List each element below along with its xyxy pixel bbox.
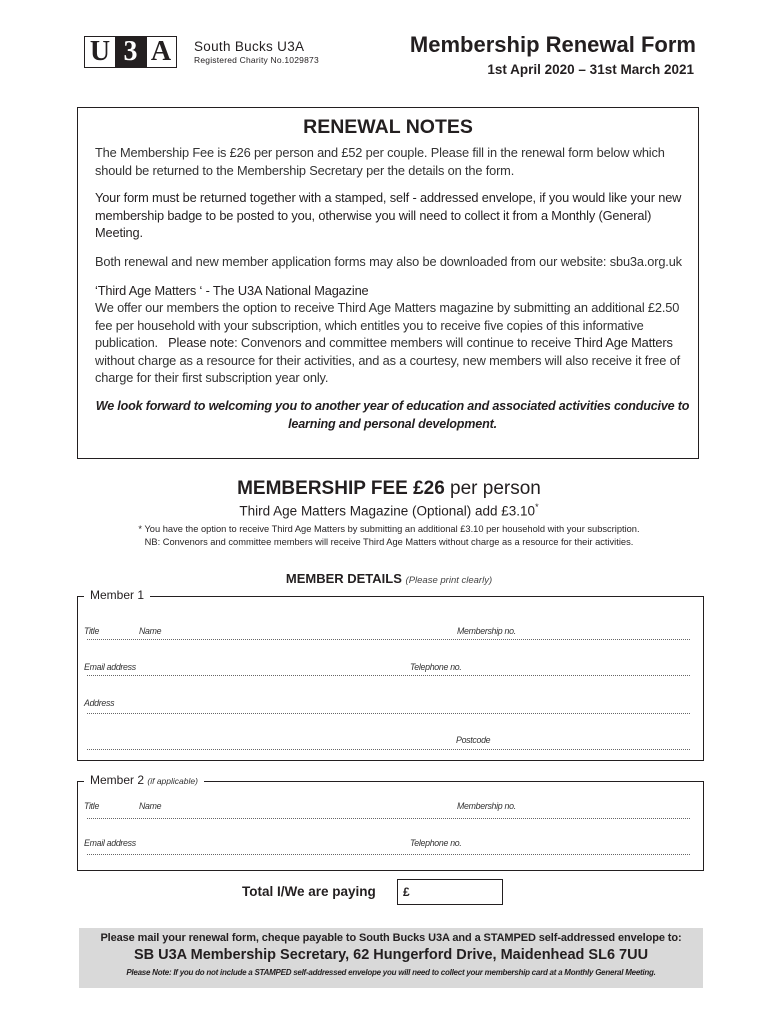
member-1-postcode-input[interactable] [87, 749, 690, 750]
member-2-legend-text: Member 2 [90, 773, 145, 787]
total-amount-input[interactable] [397, 879, 503, 905]
member-2-title-label: Title [84, 801, 100, 811]
member-1-membership-label: Membership no. [457, 626, 516, 636]
member-1-legend: Member 1 [84, 588, 150, 602]
mailing-address: SB U3A Membership Secretary, 62 Hungerford Drive, Maidenhead SL6 7UU [133, 947, 649, 963]
closing-statement: We look forward to welcoming you to another year of education and associated activities conducive to learning and personal development. [95, 399, 690, 431]
magazine-name: Third Age Matters [574, 335, 673, 350]
magazine-text-3: without charge as a resource for their activities, and as a courtesy, new members will also receive it free of charge for their first subscription year only. [95, 352, 680, 385]
mailing-instructions: Please mail your renewal form, cheque payable to South Bucks U3A and a STAMPED self-addressed envelope to: [100, 932, 682, 944]
print-clearly-note: (Please print clearly) [405, 575, 493, 586]
membership-fee-title [0, 478, 770, 500]
logo-letter-a: A [145, 36, 177, 68]
total-currency-symbol [403, 885, 410, 899]
please-note-label: Please note [168, 335, 235, 350]
fee-amount: MEMBERSHIP FEE £26 [237, 478, 445, 499]
member-2-if-applicable: (if applicable) [147, 776, 198, 786]
total-currency: £ [403, 885, 410, 899]
member-1-postcode-label: Postcode [456, 735, 491, 745]
member-details-heading: MEMBER DETAILS [285, 571, 402, 586]
member-2-telephone-label: Telephone no. [410, 838, 462, 848]
member-2-name-label: Name [139, 801, 162, 811]
magazine-text-2: : Convenors and committee members will continue to receive [234, 335, 572, 350]
member-2-legend [84, 773, 204, 787]
member-details-title [0, 571, 770, 586]
download-paragraph: Both renewal and new member application forms may also be downloaded from our website: sbu3a.org.uk [95, 254, 682, 269]
magazine-fee-subtitle [0, 502, 770, 519]
member-2-section [77, 781, 704, 871]
magazine-fee-note: * You have the option to receive Third Age Matters by submitting an additional £3.10 per household with your subscription. [138, 524, 640, 534]
member-1-section [77, 596, 704, 761]
member-2-membership-label: Membership no. [457, 801, 516, 811]
renewal-notes-title: RENEWAL NOTES [303, 116, 473, 138]
total-paying-label: Total I/We are paying [242, 884, 376, 899]
logo-letter-u: U [84, 36, 116, 68]
logo-letter-3: 3 [115, 36, 147, 68]
member-2-email-phone-input[interactable] [87, 854, 690, 855]
convenor-note: NB: Convenors and committee members will receive Third Age Matters without charge as a resource for their activities. [144, 537, 634, 547]
member-1-address-input[interactable] [87, 713, 690, 714]
member-1-telephone-label: Telephone no. [410, 662, 462, 672]
member-2-email-label: Email address [84, 838, 136, 848]
envelope-paragraph: Your form must be returned together with a stamped, self - addressed envelope, if you would like your new membership badge to be posted to you, otherwise you will need to collect it from a Monthly (General) Meeting. [95, 190, 682, 240]
member-1-name-label: Name [139, 626, 162, 636]
fee-per-person: per person [444, 478, 541, 499]
magazine-paragraph [95, 299, 690, 387]
member-1-title-name-input[interactable] [87, 639, 690, 640]
member-1-email-label: Email address [84, 662, 136, 672]
magazine-fee-asterisk: * [535, 502, 539, 512]
u3a-logo [84, 36, 177, 70]
form-title: Membership Renewal Form [409, 32, 696, 57]
envelope-warning: Please Note: If you do not include a STAMPED self-addressed envelope you will need to collect your membership card at a Monthly General Meeting. [126, 968, 656, 977]
member-1-email-phone-input[interactable] [87, 675, 690, 676]
magazine-fee-text: Third Age Matters Magazine (Optional) add £3.10 [239, 503, 536, 519]
member-1-address-label: Address [84, 698, 115, 708]
form-period: 1st April 2020 – 31st March 2021 [487, 62, 694, 77]
member-2-title-name-input[interactable] [87, 818, 690, 819]
member-1-title-label: Title [84, 626, 100, 636]
magazine-heading: ‘Third Age Matters ‘ - The U3A National Magazine [95, 283, 369, 298]
fee-paragraph: The Membership Fee is £26 per person and £52 per couple. Please fill in the renewal form below which should be returned to the Membership Secretary per the details on the form. [95, 145, 665, 178]
org-name: South Bucks U3A [194, 39, 305, 54]
magazine-text-1: We offer our members the option to receive Third Age Matters magazine by submitting an additional £2.50 fee per household with your subscription, which entitles you to receive five copies of this informative publication. [95, 300, 680, 350]
charity-number: Registered Charity No.1029873 [194, 55, 319, 65]
